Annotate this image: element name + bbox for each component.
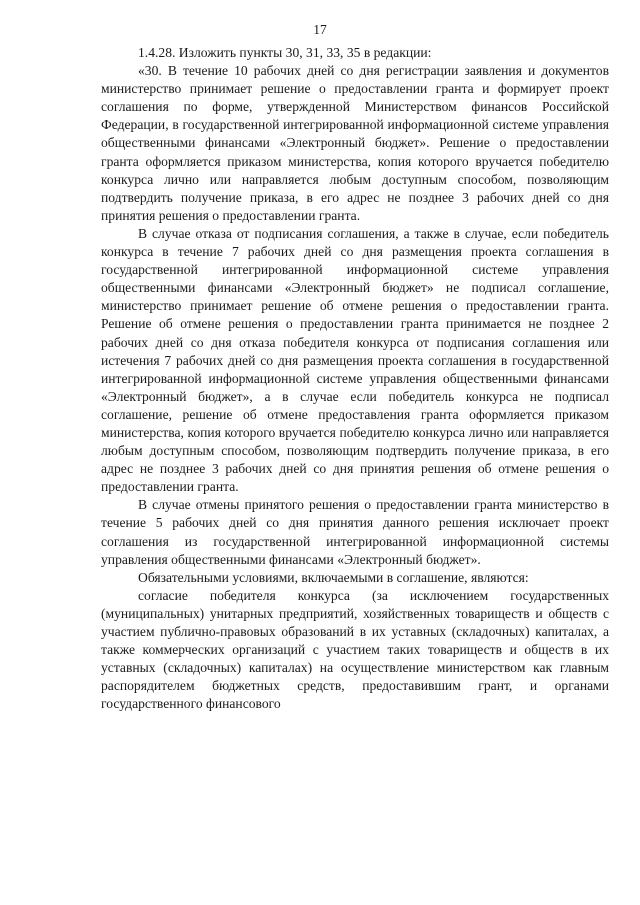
paragraph: согласие победителя конкурса (за исключением государственных (муниципальных) унитарных предприятий, хозяйственных товариществ и обществ с участием публично-правовых образований в их уставных (складочных) капиталах, а также коммерческих организаций с участием таких товариществ и обществ в их уставных (складочных) капиталах) на осуществление министерством как главным распорядителем бюджетных средств, предоставившим грант, и органами государственного финансового <box>101 587 609 712</box>
paragraph: «30. В течение 10 рабочих дней со дня регистрации заявления и документов министерство принимает решение о предоставлении гранта и формирует проект соглашения по форме, утвержденной Министерством финансов Российской Федерации, в государственной интегрированной информационной системе управления общественными финансами «Электронный бюджет». Решение о предоставлении гранта оформляется приказом министерства, копия которого вручается победителю конкурса лично или направляется любым доступным способом, позволяющим подтвердить получение приказа, в его адрес не позднее 3 рабочих дней со дня принятия решения о предоставлении гранта. <box>101 63 609 223</box>
document-body <box>101 44 609 713</box>
paragraph: В случае отмены принятого решения о предоставлении гранта министерство в течение 5 рабочих дней со дня принятия данного решения исключает проект соглашения из государственной интегрированной информационной системы управления общественными финансами «Электронный бюджет». <box>101 497 609 567</box>
paragraph: В случае отказа от подписания соглашения, а также в случае, если победитель конкурса в течение 7 рабочих дней со дня размещения проекта соглашения в государственной интегрированной информационной системе управления общественными финансами «Электронный бюджет» не подписал соглашение, министерство принимает решение об отмене решения о предоставлении гранта. Решение об отмене решения о предоставлении гранта принимается не позднее 2 рабочих дней со дня отказа победителя конкурса от подписания соглашения или истечения 7 рабочих дней со дня размещения проекта соглашения в государственной интегрированной информационной системе управления общественными финансами «Электронный бюджет», а в случае если победитель конкурса не подписал соглашение, решение об отмене предоставления гранта оформляется приказом министерства, копия которого вручается победителю конкурса лично или направляется любым доступным способом, позволяющим подтвердить получение приказа, в его адрес не позднее 3 рабочих дней со дня принятия решения об отмене решения о предоставлении гранта. <box>101 225 609 495</box>
paragraph: Обязательными условиями, включаемыми в соглашение, являются: <box>138 569 529 585</box>
paragraph: 1.4.28. Изложить пункты 30, 31, 33, 35 в редакции: <box>138 45 432 60</box>
page-number: 17 <box>313 22 327 37</box>
